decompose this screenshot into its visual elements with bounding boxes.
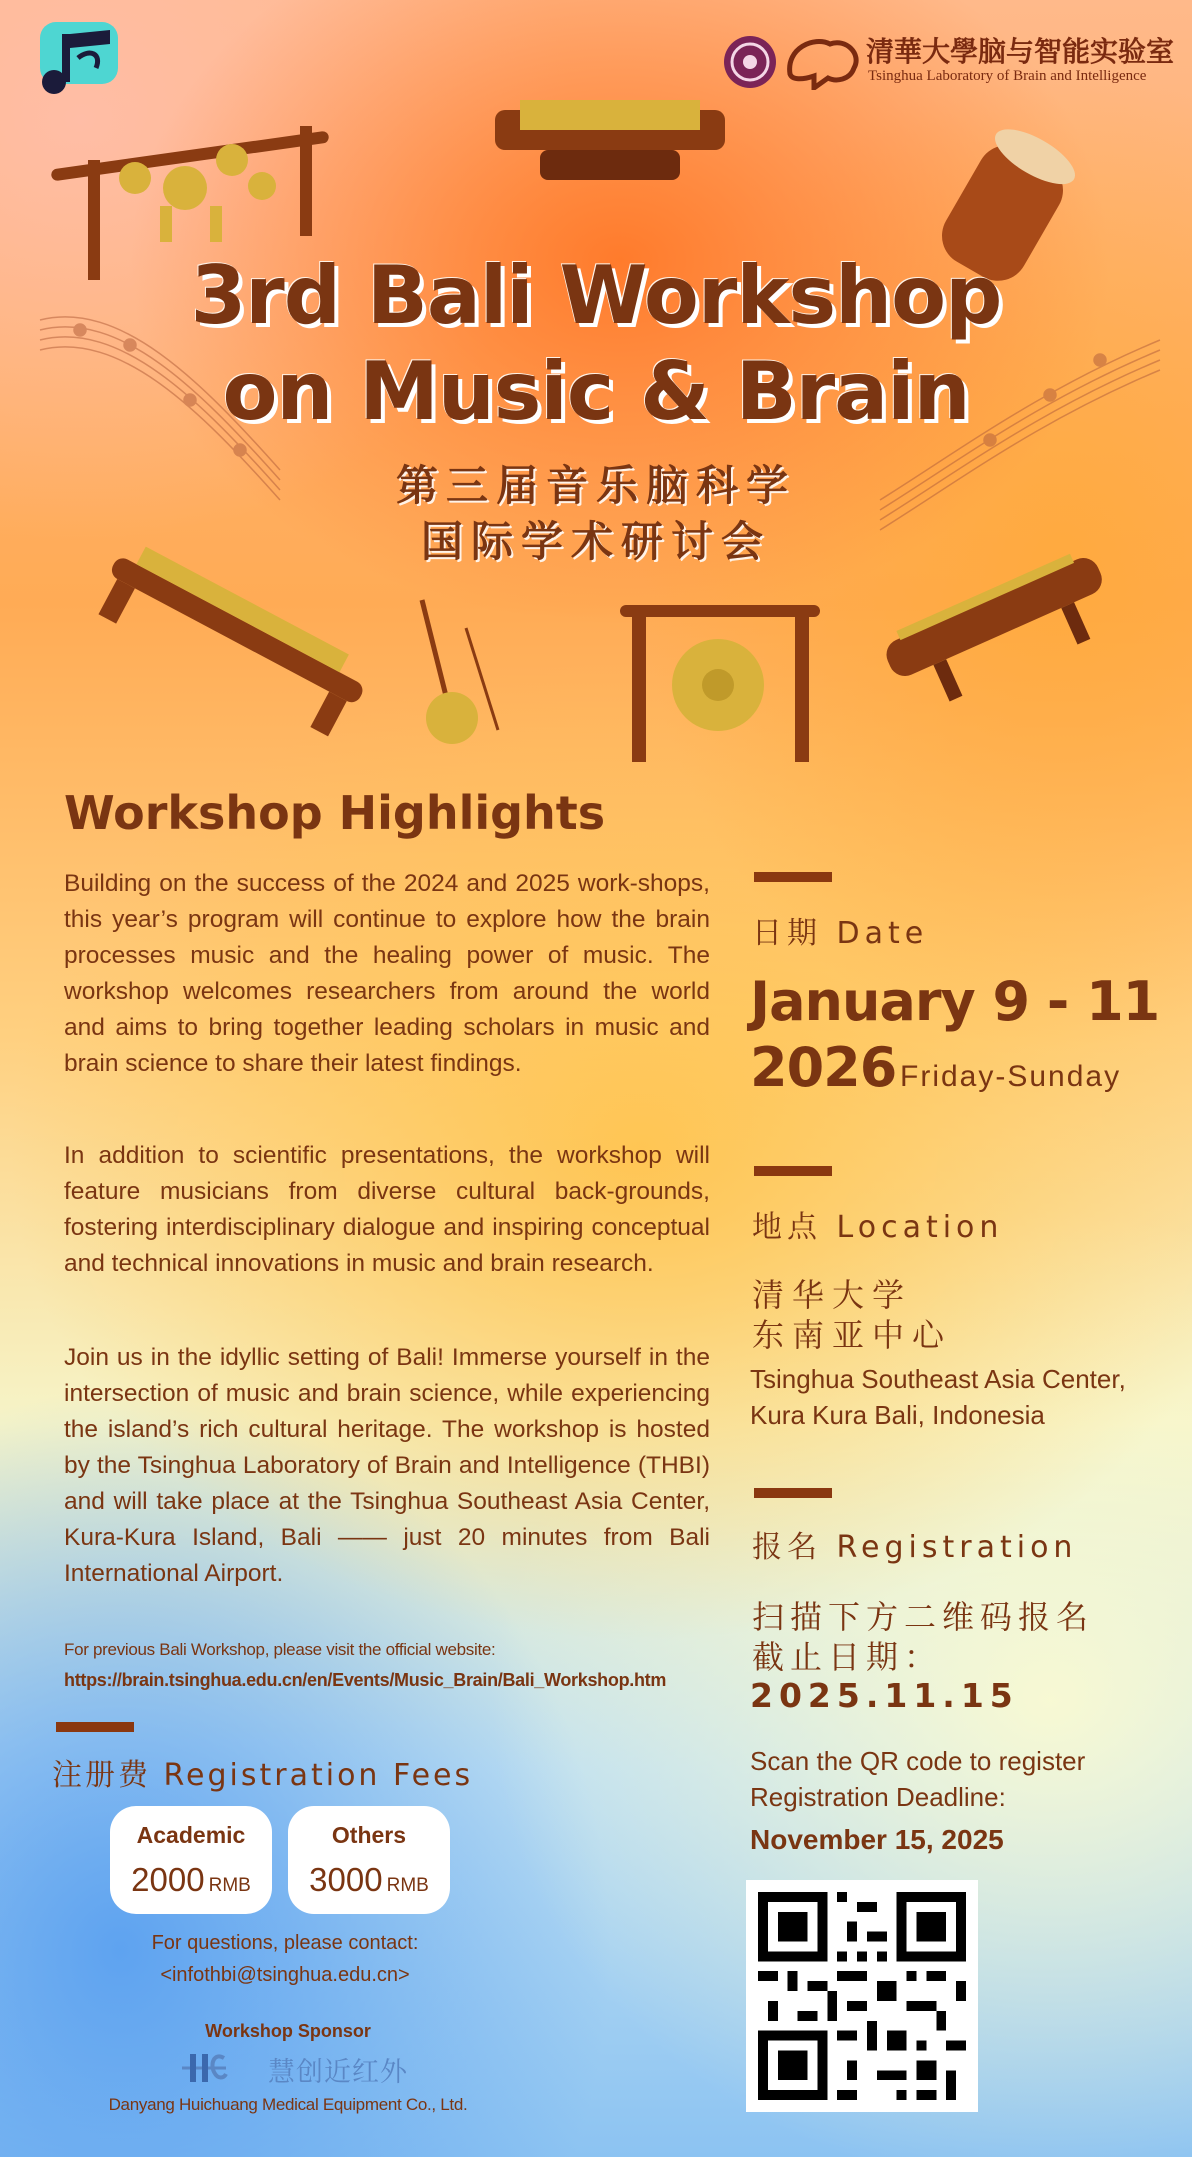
location-cn-line-2: 东南亚中心 [752,1316,953,1354]
workshop-title [0,248,1192,440]
highlights-heading: Workshop Highlights [64,786,606,840]
qr-code-graphic [758,1892,966,2100]
registration-deadline-en: November 15, 2025 [750,1824,1004,1855]
zither-icon [878,546,1123,718]
fee-card-others [288,1806,450,1914]
brain-lab-mark-icon [784,34,862,90]
registration-deadline-cn: 2025.11.15 [750,1676,1019,1715]
date-range: January 9 - 11 [750,970,1160,1033]
registration-accent-bar [754,1488,832,1498]
sponsor-logo-icon [180,2050,228,2086]
fee-academic-unit: RMB [208,1875,251,1896]
cn-title-line-2: 国际学术研讨会 [420,517,771,566]
lab-name-en: Tsinghua Laboratory of Brain and Intelligence [868,68,1147,84]
cn-title-line-1: 第三届音乐脑科学 [395,461,796,510]
previous-workshop-note: For previous Bali Workshop, please visit the official website: [64,1640,496,1659]
sponsor-label: Workshop Sponsor [205,2021,371,2041]
xylophone-icon [495,100,725,180]
registration-label: 报名 Registration [752,1530,1078,1565]
contact-label: For questions, please contact: [151,1932,419,1954]
fee-card-academic [110,1806,272,1914]
fee-others-amount: 3000 [309,1861,383,1898]
tsinghua-seal-icon [722,34,778,90]
qr-code-icon[interactable] [746,1880,978,2112]
fee-academic-label: Academic [136,1822,246,1848]
title-line-1: 3rd Bali Workshop [190,249,1002,342]
music-app-logo-icon [34,20,124,98]
registration-en-line-1: Scan the QR code to register [750,1746,1086,1776]
location-accent-bar [754,1166,832,1176]
sponsor-name-en: Danyang Huichuang Medical Equipment Co., Ltd. [108,2095,468,2114]
registration-cn-line-2: 截止日期： [752,1638,943,1676]
location-en-line-1: Tsinghua Southeast Asia Center, [750,1364,1126,1394]
date-year: 2026 [750,1036,897,1099]
fees-heading: 注册费 Registration Fees [52,1758,474,1793]
lab-name-cn: 清華大學脑与智能实验室 [866,35,1175,68]
workshop-title-cn [0,458,1192,570]
fee-academic-amount: 2000 [131,1861,205,1898]
registration-en-line-2: Registration Deadline: [750,1782,1006,1812]
fee-others-label: Others [331,1822,407,1848]
location-label: 地点 Location [752,1210,1004,1245]
highlights-paragraph-1: Building on the success of the 2024 and 2025 work-shops, this year’s program will continue to explore how the brain processes music and the healing power of music. The workshop welcomes researchers from around the world and aims to bring together leading scholars in music and brain science to share their latest findings. [64,870,710,1077]
previous-workshop-link[interactable]: https://brain.tsinghua.edu.cn/en/Events/Music_Brain/Bali_Workshop.htm [64,1670,667,1690]
date-days: Friday-Sunday [900,1060,1122,1093]
date-accent-bar [754,872,832,882]
registration-cn-line-1: 扫描下方二维码报名 [752,1598,1095,1636]
highlights-paragraph-3: Join us in the idyllic setting of Bali! Immerse yourself in the intersection of music and brain science, while experiencing the island’s rich cultural heritage. The workshop is hosted by the Tsinghua Laboratory of Brain and Intelligence (THBI) and will take place at the Tsinghua Southeast Asia Center, Kura-Kura Island, Bali —— just 20 minutes from Bali International Airport. [64,1344,710,1587]
fees-accent-bar [56,1722,134,1732]
sponsor-name-cn: 慧创近红外 [268,2057,408,2088]
contact-email-link[interactable]: <infothbi@tsinghua.edu.cn> [160,1964,410,1986]
highlights-paragraph-2: In addition to scientific presentations, the workshop will feature musicians from diverse cultural back-grounds, fostering interdisciplinary dialogue and inspiring conceptual and technical innovations in music and brain research. [64,1142,710,1277]
location-cn-line-1: 清华大学 [752,1276,913,1314]
location-en-line-2: Kura Kura Bali, Indonesia [750,1400,1045,1430]
date-label: 日期 Date [752,916,929,951]
title-line-2: on Music & Brain [222,345,970,438]
fee-others-unit: RMB [386,1875,429,1896]
standing-gong-icon [620,605,820,762]
lute-icon [422,600,498,744]
